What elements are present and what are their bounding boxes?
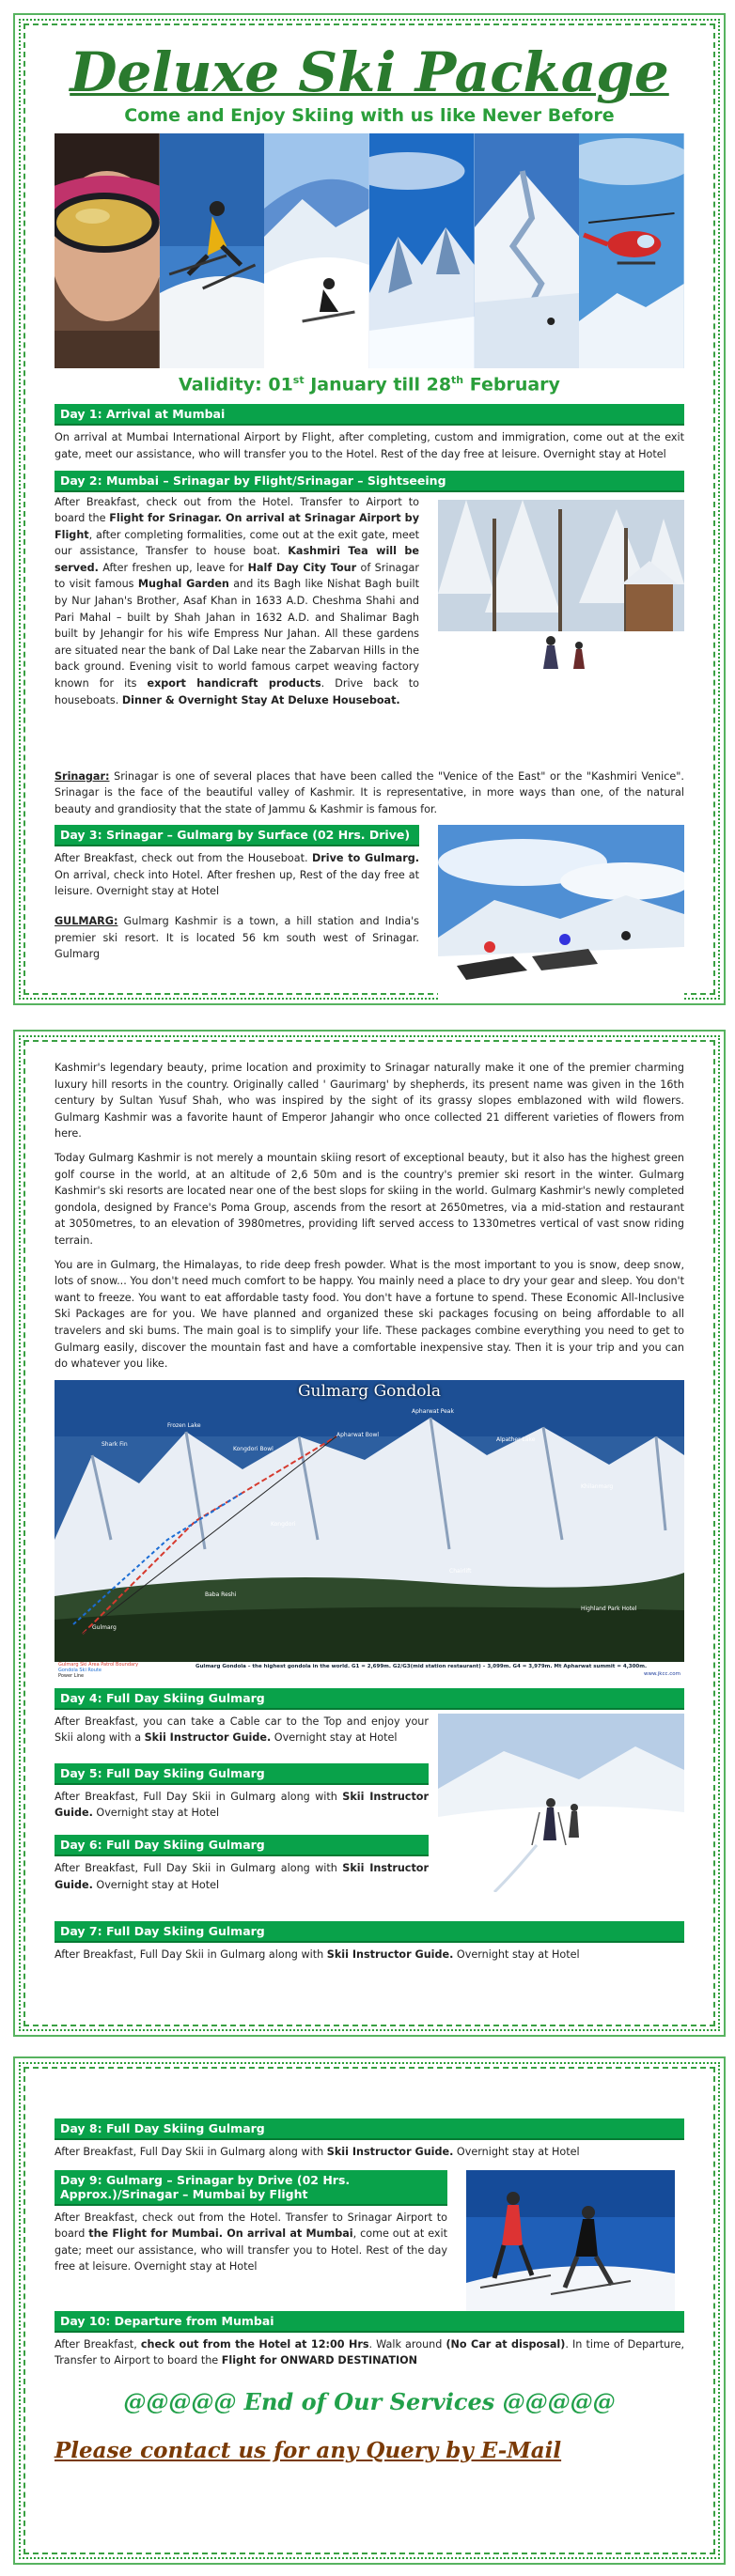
gulmarg-gondola-map — [55, 1380, 684, 1681]
day3-text: After Breakfast, check out from the Houseboat. Drive to Gulmarg. On arrival, check into Hotel. After freshen up, Rest of the day free at leisure. Overnight stay at Hotel — [55, 852, 420, 898]
photo-two-skiers — [466, 2170, 675, 2311]
day10-heading: Day 10: Departure from Mumbai — [55, 2311, 684, 2333]
day3-heading: Day 3: Srinagar – Gulmarg by Surface (02 Hrs. Drive) — [55, 825, 419, 846]
day1-heading: Day 1: Arrival at Mumbai — [55, 404, 684, 426]
day2-heading: Day 2: Mumbai – Srinagar by Flight/Srinagar – Sightseeing — [55, 471, 684, 492]
peak-label: Baba Reshi — [205, 1591, 237, 1598]
peak-label: Highland Park Hotel — [581, 1605, 637, 1612]
day6-text: After Breakfast, Full Day Skii in Gulmarg along with Skii Instructor Guide. Overnight stay at Hotel — [55, 1862, 429, 1891]
gulmarg-text: GULMARG: Gulmarg Kashmir is a town, a hill station and India's premier ski resort. It is located 56 km south west of Srinagar. Gulmarg — [55, 915, 419, 961]
day5-text: After Breakfast, Full Day Skii in Gulmarg along with Skii Instructor Guide. Overnight stay at Hotel — [55, 1790, 429, 1820]
photo-skier-goggles — [55, 133, 160, 368]
peak-label: Alpather Lake — [496, 1435, 536, 1443]
photo-snow-hikers — [438, 1714, 684, 1892]
day8-text: After Breakfast, Full Day Skii in Gulmarg along with Skii Instructor Guide. Overnight stay at Hotel — [55, 2146, 580, 2158]
gulmarg-history-text: Kashmir's legendary beauty, prime location and proximity to Srinagar naturally make it one of the premier charming luxury hill resorts in the country. Originally called ' Gaurimarg' by shepherds, its present name was given in the 16th century by Sultan Yusuf Shah, who was inspired by the sight of its grassy slopes emblazoned with wild flowers. Gulmarg Kashmir was a favorite haunt of Emperor Jahangir who once collected 21 different varieties of flowers from here. — [55, 1062, 684, 1141]
photo-jumping-skier — [160, 133, 265, 368]
day6-heading: Day 6: Full Day Skiing Gulmarg — [55, 1835, 429, 1856]
end-of-services: @@@@@ End of Our Services @@@@@ — [123, 2387, 616, 2415]
peak-label: Gulmarg — [92, 1623, 117, 1631]
day1-text: On arrival at Mumbai International Airport by Flight, after completing, custom and immigration, come out at the exit gate, meet our assistance, who will transfer you to the Hotel. Rest of the day free at leisure. Overnight stay at Hotel — [55, 431, 684, 460]
peak-label: Shark Fin — [102, 1440, 128, 1448]
map-legend — [58, 1662, 138, 1679]
contact-line: Please contact us for any Query by E-Mail — [55, 2437, 562, 2463]
day7-text: After Breakfast, Full Day Skii in Gulmarg along with Skii Instructor Guide. Overnight stay at Hotel — [55, 1948, 580, 1961]
peak-label: Apharwat Bowl — [336, 1431, 380, 1438]
page-1 — [19, 19, 720, 1000]
day9-text: After Breakfast, check out from the Hotel. Transfer to Srinagar Airport to board the Flight for Mumbai. On arrival at Mumbai, come out at exit gate; meet our assistance, who will transfer you to Hotel. Rest of the day free at leisure. Overnight stay at Hotel — [55, 2211, 447, 2273]
photo-helicopter — [579, 133, 684, 368]
page-2 — [19, 1035, 720, 2031]
legend-item: Gulmarg Ski Area Patrol Boundary — [58, 1661, 139, 1668]
photo-skier-slope — [264, 133, 369, 368]
page-3 — [19, 2062, 720, 2559]
gulmarg-today-text: Today Gulmarg Kashmir is not merely a mountain skiing resort of exceptional beauty, but it also has the highest green golf course in the world, at an altitude of 2,6 50m and is the country's premier ski resort in the winter. Gulmarg Kashmir's ski resorts are located near one of the best slops for skiing in the world. Gulmarg Kashmir's newly completed gondola, designed by France's Poma Group, ascends from the resort at 2650metres, via a mid-station and restaurant at 3050metres, to an elevation of 3980metres, providing lift served access to 1330metres vertical of vast snow riding terrain. — [55, 1151, 684, 1247]
srinagar-text: Srinagar: Srinagar is one of several places that have been called the "Venice of the East" or the "Kashmiri Venice". Srinagar is the face of the beautiful valley of Kashmir. It is representative, in more ways than one, of the natural beauty and grandiosity that the state of Jammu & Kashmir is famous for. — [55, 769, 684, 815]
photo-strip — [55, 133, 684, 368]
legend-item: Power Line — [58, 1672, 85, 1679]
day4-text: After Breakfast, you can take a Cable car to the Top and enjoy your Skii along with a Skii Instructor Guide. Overnight stay at Hotel — [55, 1715, 429, 1745]
peak-label: Chairlift — [449, 1567, 472, 1575]
day8-heading: Day 8: Full Day Skiing Gulmarg — [55, 2118, 684, 2140]
gulmarg-powder-text: You are in Gulmarg, the Himalayas, to ride deep fresh powder. What is the most important to you is snow, deep snow, lots of snow... You don't need much comfort to be happy. You mainly need a place to dry your gear and sleep. You don't want to freeze. You want to eat affordable tasty food. You don't have a fortune to spend. These Economic All-Inclusive Ski Packages are for you. We have planned and organized these ski packages focusing on being affordable to all travelers and ski bums. The main goal is to simplify your life. These packages combine everything you need to get to Gulmarg easily, discover the mountain fast and have a comfortable inexpensive stay. Then it is your trip and you can do whatever you like. — [55, 1258, 684, 1371]
day4-heading: Day 4: Full Day Skiing Gulmarg — [55, 1688, 684, 1710]
day2-text: After Breakfast, check out from the Hotel. Transfer to Airport to board the Flight for Srinagar. On arrival at Srinagar Airport by Flight, after completing formalities, come out at the exit gate, meet our assistance, Transfer to house boat. Kashmiri Tea will be served. After freshen up, leave for Half Day City Tour of Srinagar to visit famous Mughal Garden and its Bagh like Nishat Bagh built by Nur Jahan's Brother, Asaf Khan in 1633 A.D. Cheshma Shahi and Pari Mahal – built by Shah Jahan in 1632 A.D. and Shalimar Bagh built by Jehangir for his wife Empress Nur Jahan. All these gardens are situated near the bank of Dal Lake near the Zabarvan Hills in the back ground. Evening visit to world famous carpet weaving factory known for its export handicraft products. Drive back to houseboats. Dinner & Overnight Stay At Deluxe Houseboat. — [55, 495, 419, 706]
validity-line: Validity: 01st January till 28th February — [179, 374, 560, 396]
peak-label: Frozen Lake — [167, 1421, 201, 1429]
photo-snow-cliff — [475, 133, 580, 368]
day5-heading: Day 5: Full Day Skiing Gulmarg — [55, 1763, 429, 1785]
page-title: Deluxe Ski Package — [70, 40, 669, 104]
day7-heading: Day 7: Full Day Skiing Gulmarg — [55, 1921, 684, 1943]
peak-label: Khilanmarg — [581, 1482, 614, 1490]
peak-label: Kongdori — [271, 1520, 296, 1528]
peak-label: Apharwat Peak — [412, 1407, 454, 1415]
day9-heading: Day 9: Gulmarg – Srinagar by Drive (02 Hrs. Approx.)/Srinagar – Mumbai by Flight — [55, 2170, 447, 2206]
map-url: www.jkcc.com — [644, 1670, 680, 1677]
photo-snowmobiles — [438, 825, 684, 1003]
peak-label: Kongdori Bowl — [233, 1445, 274, 1452]
page-subtitle: Come and Enjoy Skiing with us like Never Before — [124, 105, 615, 126]
photo-mountain-peaks — [369, 133, 475, 368]
legend-item: Gondola Ski Route — [58, 1667, 102, 1673]
map-peak-labels — [55, 1380, 684, 1662]
day10-text: After Breakfast, check out from the Hotel at 12:00 Hrs. Walk around (No Car at disposal). In time of Departure, Transfer to Airport to board the Flight for ONWARD DESTINATION — [55, 2337, 685, 2367]
map-caption: Gulmarg Gondola – the highest gondola in the world. G1 = 2,699m. G2/G3(mid station restaurant) – 3,099m. G4 = 3,979m. Mt Apharwat summit = 4,300m. — [195, 1663, 648, 1669]
map-title: Gulmarg Gondola — [297, 1381, 442, 1401]
photo-snowy-trees — [438, 500, 684, 697]
